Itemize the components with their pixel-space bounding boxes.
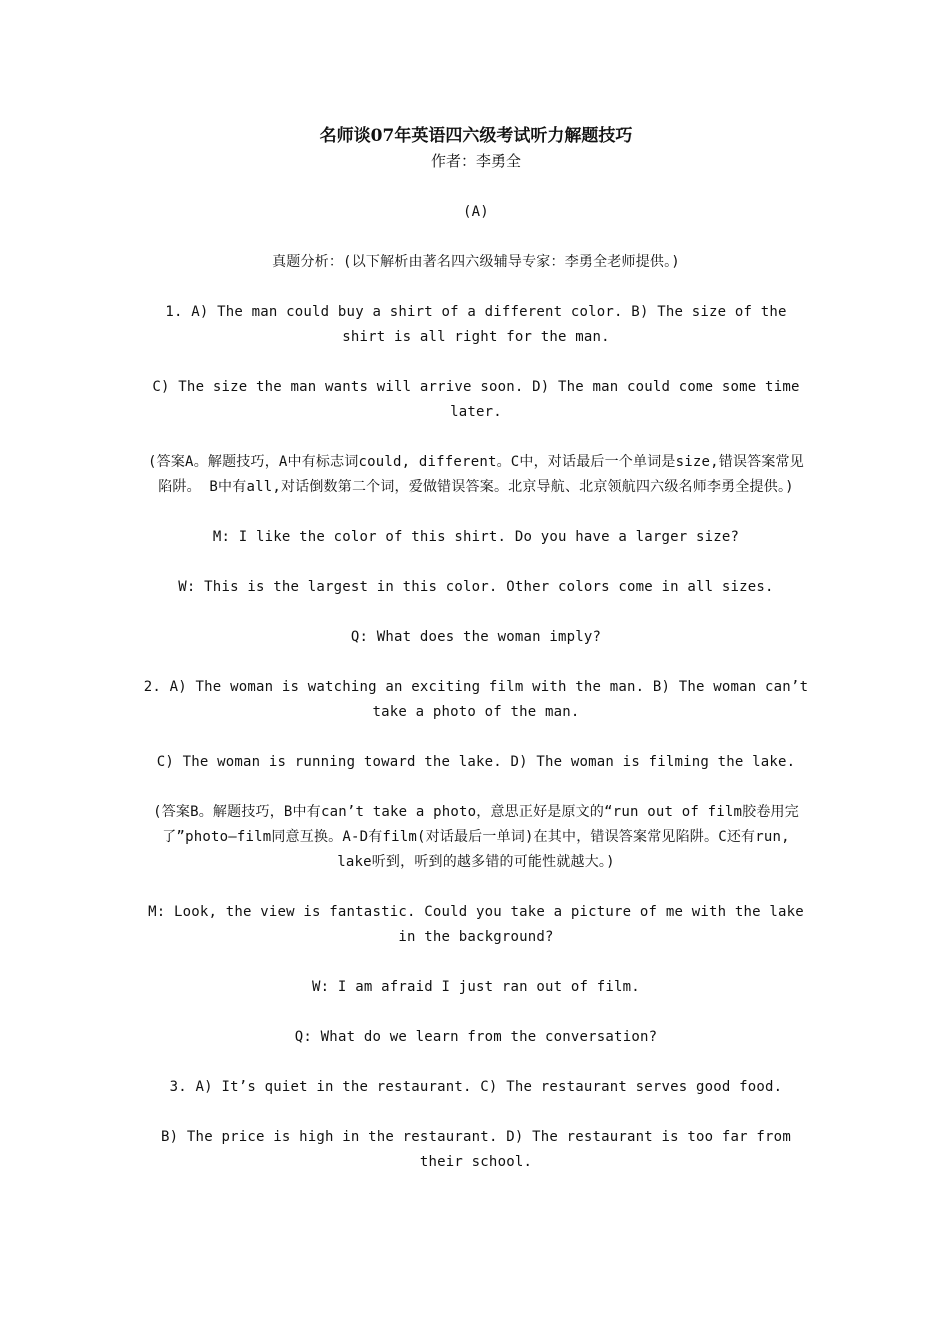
question-2-options-cd: C) The woman is running toward the lake. D) The woman is filming the lake.	[156, 754, 796, 770]
question-1-options-cd: C) The size the man wants will arrive soon. D) The man could come some time later.	[152, 379, 800, 420]
question-2-options-ab: 2. A) The woman is watching an exciting film with the man. B) The woman can’t take a photo of the man.	[143, 679, 809, 720]
document-page	[143, 122, 809, 1200]
question-2-explanation: (答案B。解题技巧，B中有can’t take a photo，意思正好是原文的“run out of film胶卷用完了”photo—film同意互换。A-D有film(对话最后一单词)在其中，错误答案常见陷阱。C还有run, lake听到，听到的越多错的可能性就越大。)	[153, 804, 799, 870]
intro-paragraph: 真题分析：(以下解析由著名四六级辅导专家：李勇全老师提供。)	[272, 254, 680, 270]
section-label: (A)	[463, 204, 489, 220]
question-3-options-ac: 3. A) It’s quiet in the restaurant. C) The restaurant serves good food.	[169, 1079, 783, 1095]
question-1-dialogue-woman: W: This is the largest in this color. Other colors come in all sizes.	[178, 579, 774, 595]
question-3-options-bd: B) The price is high in the restaurant. D) The restaurant is too far from their school.	[161, 1129, 791, 1170]
document-title: 名师谈07年英语四六级考试听力解题技巧	[319, 126, 633, 146]
question-1-explanation: (答案A。解题技巧，A中有标志词could, different。C中，对话最后一个单词是size,错误答案常见陷阱。 B中有all,对话倒数第二个词，爱做错误答案。北京导航、北京领航四六级名师李勇全提供。)	[148, 454, 804, 495]
document-author: 作者：李勇全	[430, 152, 521, 170]
question-2-dialogue-man: M: Look, the view is fantastic. Could you take a picture of me with the lake in the background?	[148, 904, 804, 945]
question-1-question: Q: What does the woman imply?	[350, 629, 602, 645]
question-1-options-ab: 1. A) The man could buy a shirt of a different color. B) The size of the shirt is all right for the man.	[165, 304, 787, 345]
question-2-question: Q: What do we learn from the conversation?	[294, 1029, 658, 1045]
question-2-dialogue-woman: W: I am afraid I just ran out of film.	[312, 979, 640, 995]
question-1-dialogue-man: M: I like the color of this shirt. Do you have a larger size?	[212, 529, 740, 545]
